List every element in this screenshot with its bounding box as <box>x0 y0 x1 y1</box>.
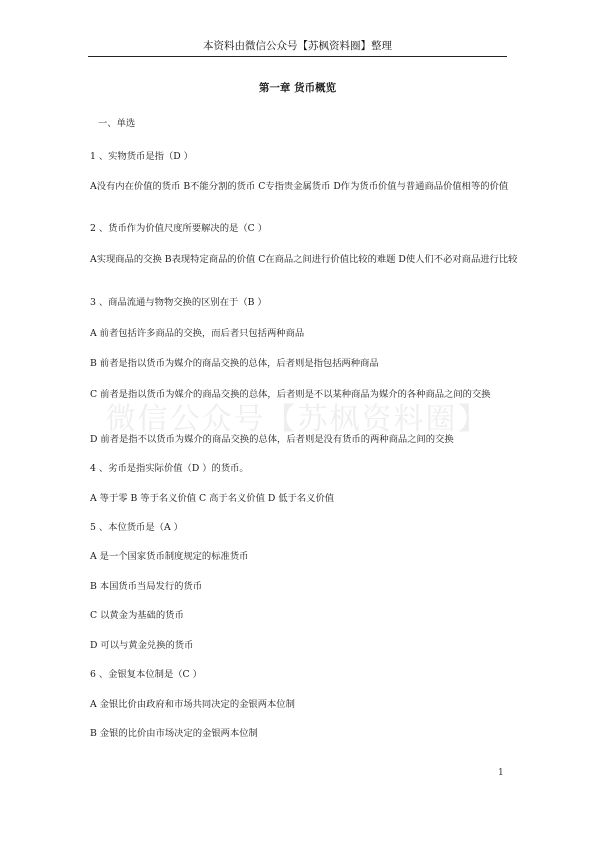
question-6-option-a: A 金银比价由政府和市场共同决定的金银两本位制 <box>90 699 295 710</box>
section-heading: 一、单选 <box>98 118 136 129</box>
question-5-option-a: A 是一个国家货币制度规定的标准货币 <box>90 551 249 562</box>
question-2: 2 、货币作为价值尺度所要解决的是（C ） <box>90 223 267 234</box>
watermark: 微信公众号【苏枫资料圈】 <box>105 402 490 437</box>
page-number: 1 <box>498 768 504 778</box>
question-5-option-b: B 本国货币当局发行的货币 <box>90 581 203 592</box>
question-5-option-d: D 可以与黄金兑换的货币 <box>90 640 194 651</box>
question-1-options: A没有内在价值的货币 B不能分割的货币 C专指贵金属货币 D作为货币价值与普通商品价值相等的价值 <box>90 181 509 192</box>
question-3-option-b: B 前者是指以货币为媒介的商品交换的总体，后者则是指包括两种商品 <box>90 358 379 369</box>
header-divider <box>88 56 507 57</box>
question-3-option-a: A 前者包括许多商品的交换，而后者只包括两种商品 <box>90 328 305 339</box>
question-5: 5 、本位货币是（A ） <box>90 522 183 533</box>
question-2-options: A实现商品的交换 B表现特定商品的价值 C在商品之间进行价值比较的难题 D使人们不必对商品进行比较 <box>90 254 518 265</box>
chapter-title: 第一章 货币概览 <box>258 82 337 94</box>
question-3-option-d: D 前者是指不以货币为媒介的商品交换的总体，后者则是没有货币的两种商品之间的交换 <box>90 434 454 445</box>
question-5-option-c: C 以黄金为基础的货币 <box>90 610 184 621</box>
question-4: 4 、劣币是指实际价值（D ）的货币。 <box>90 463 249 474</box>
question-6-option-b: B 金银的比价由市场决定的金银两本位制 <box>90 728 258 739</box>
question-3-option-c: C 前者是指以货币为媒介的商品交换的总体，后者则是不以某种商品为媒介的各种商品之间的交换 <box>90 389 491 400</box>
question-4-options: A 等于零 B 等于名义价值 C 高于名义价值 D 低于名义价值 <box>90 493 335 504</box>
question-3: 3 、商品流通与物物交换的区别在于（B ） <box>90 297 267 308</box>
question-6: 6 、金银复本位制是（C ） <box>90 669 202 680</box>
running-header: 本资料由微信公众号【苏枫资料圈】整理 <box>203 40 392 52</box>
question-1: 1 、实物货币是指（D ） <box>90 151 193 162</box>
